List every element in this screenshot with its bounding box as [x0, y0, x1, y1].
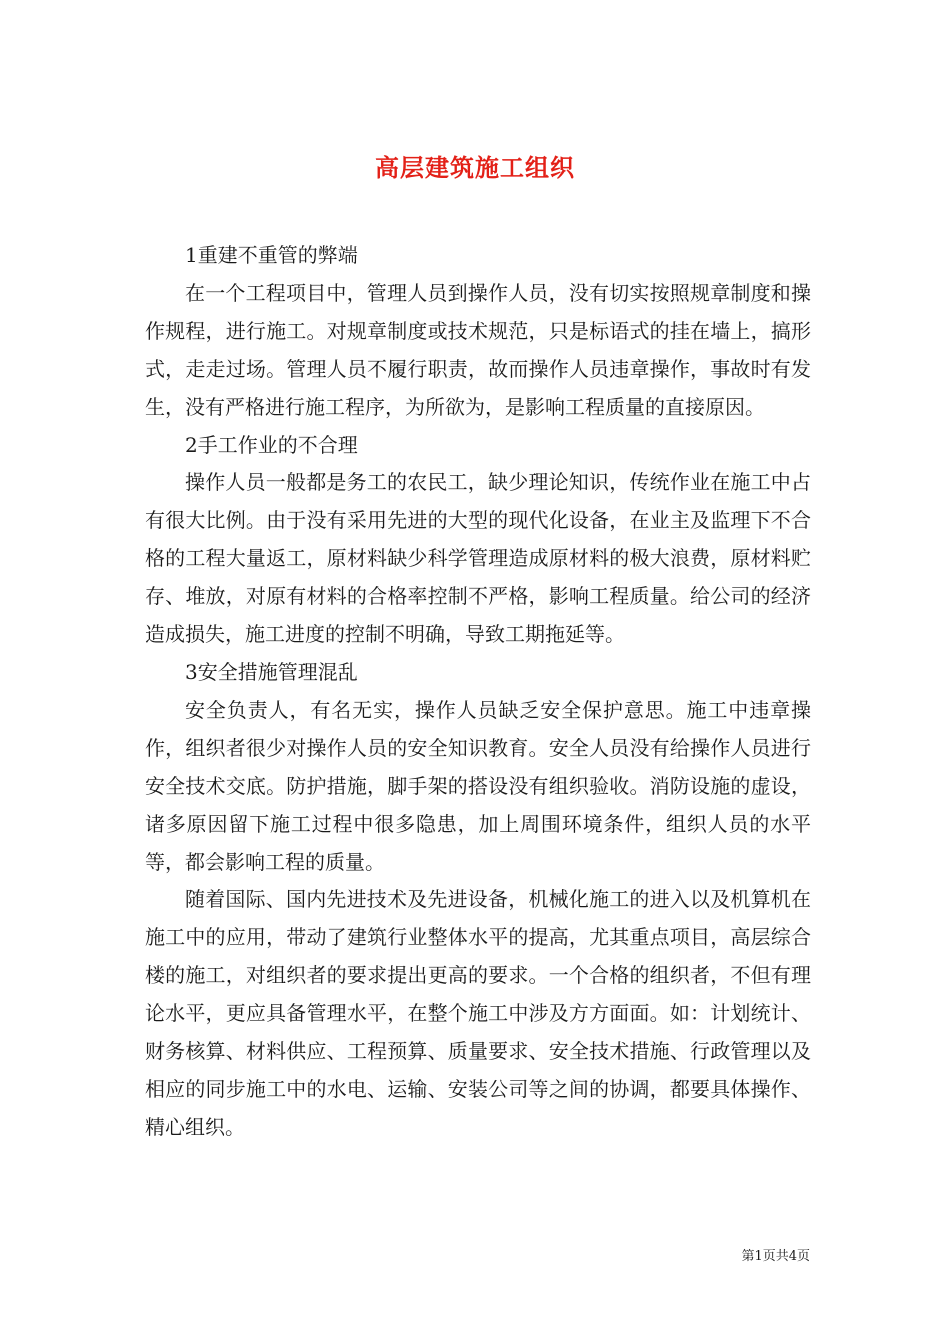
page-number: 第1页共4页	[741, 1249, 810, 1264]
section-2	[145, 427, 811, 654]
section-heading: 1重建不重管的弊端	[185, 243, 358, 267]
section-1	[145, 237, 811, 427]
section-paragraph: 在一个工程项目中，管理人员到操作人员，没有切实按照规章制度和操作规程，进行施工。对规章制度或技术规范，只是标语式的挂在墙上，搞形式，走走过场。管理人员不履行职责，故而操作人员违章操作，事故时有发生，没有严格进行施工程序，为所欲为，是影响工程质量的直接原因。	[145, 280, 811, 419]
section-paragraph: 随着国际、国内先进技术及先进设备，机械化施工的进入以及机算机在施工中的应用，带动了建筑行业整体水平的提高，尤其重点项目，高层综合楼的施工，对组织者的要求提出更高的要求。一个合格的组织者，不但有理论水平，更应具备管理水平，在整个施工中涉及方方面面。如：计划统计、财务核算、材料供应、工程预算、质量要求、安全技术措施、行政管理以及相应的同步施工中的水电、运输、安装公司等之间的协调，都要具体操作、精心组织。	[145, 887, 811, 1139]
section-heading: 2手工作业的不合理	[185, 432, 358, 457]
document-body	[145, 237, 811, 1147]
section-3	[145, 654, 811, 1147]
section-heading: 3安全措施管理混乱	[185, 659, 358, 684]
document-title: 高层建筑施工组织	[375, 153, 575, 183]
section-paragraph: 操作人员一般都是务工的农民工，缺少理论知识，传统作业在施工中占有很大比例。由于没有采用先进的大型的现代化设备，在业主及监理下不合格的工程大量返工，原材料缺少科学管理造成原材料的极大浪费，原材料贮存、堆放，对原有材料的合格率控制不严格，影响工程质量。给公司的经济造成损失，施工进度的控制不明确，导致工期拖延等。	[145, 470, 811, 647]
section-paragraph: 安全负责人，有名无实，操作人员缺乏安全保护意思。施工中违章操作，组织者很少对操作人员的安全知识教育。安全人员没有给操作人员进行安全技术交底。防护措施，脚手架的搭设没有组织验收。消防设施的虚设，诸多原因留下施工过程中很多隐患，加上周围环境条件，组织人员的水平等，都会影响工程的质量。	[145, 697, 811, 874]
